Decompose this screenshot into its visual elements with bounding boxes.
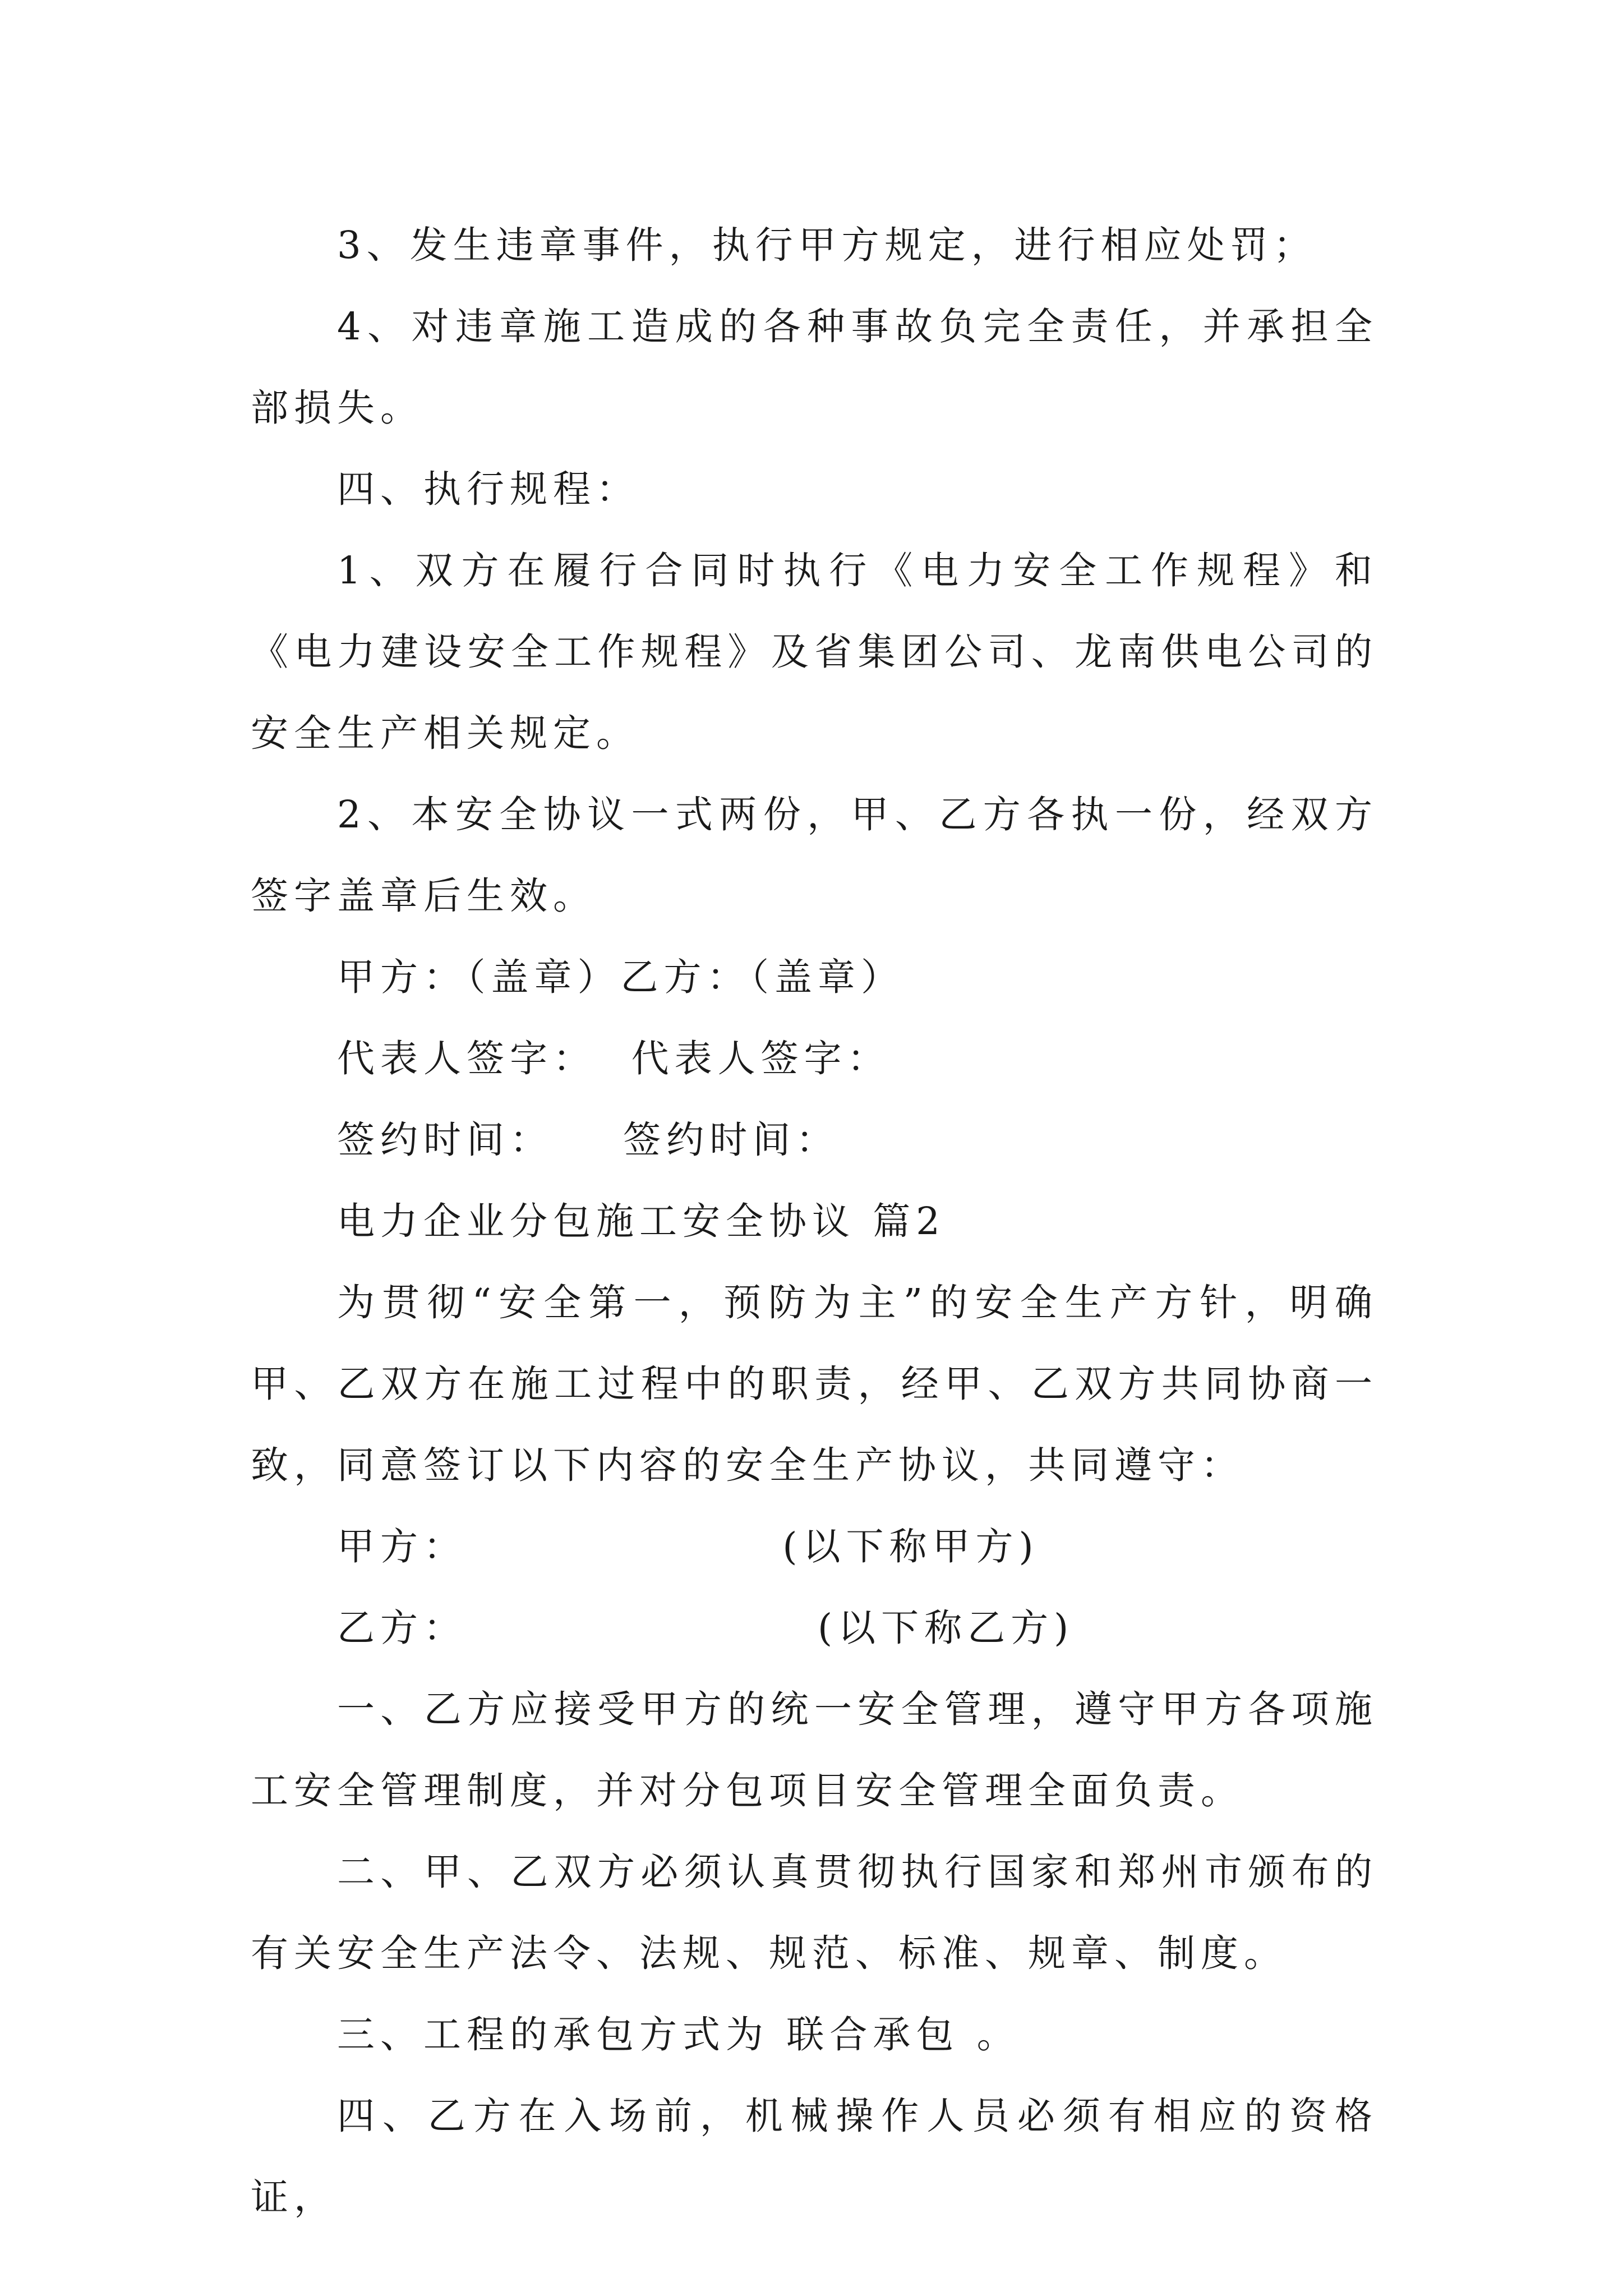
paragraph-preamble: 为贯彻“安全第一，预防为主”的安全生产方针，明确甲、乙双方在施工过程中的职责，经甲、乙双方共同协商一致，同意签订以下内容的安全生产协议，共同遵守： <box>251 1281 1378 1487</box>
paragraph-article-1: 一、乙方应接受甲方的统一安全管理，遵守甲方各项施工安全管理制度，并对分包项目安全管理全面负责。 <box>251 1687 1378 1812</box>
paragraph-article-2: 二、甲、乙双方必须认真贯彻执行国家和郑州市颁布的有关安全生产法令、法规、规范、标准、规章、制度。 <box>251 1850 1378 1975</box>
signature-seal-line: 甲方：（盖章）乙方：（盖章） <box>337 955 904 999</box>
party-b-line: 乙方： (以下称乙方) <box>337 1606 1075 1650</box>
signature-date-line: 签约时间： 签约时间： <box>337 1118 840 1162</box>
paragraph-rules-1-regulations: 1、双方在履行合同时执行《电力安全工作规程》和《电力建设安全工作规程》及省集团公司、龙南供电公司的安全生产相关规定。 <box>251 549 1378 755</box>
paragraph-article-3: 三、工程的承包方式为 联合承包 。 <box>337 2013 1020 2056</box>
paragraph-clause-4-accident-liability: 4、对违章施工造成的各种事故负完全责任，并承担全部损失。 <box>251 305 1378 430</box>
agreement-title-part-2: 电力企业分包施工安全协议 篇2 <box>337 1199 946 1243</box>
paragraph-clause-3-violation-penalty: 3、发生违章事件，执行甲方规定，进行相应处罚； <box>337 223 1317 267</box>
document-body <box>251 205 1378 2238</box>
paragraph-rules-2-copies: 2、本安全协议一式两份，甲、乙方各执一份，经双方签字盖章后生效。 <box>251 793 1378 918</box>
party-a-line: 甲方： (以下称甲方) <box>337 1525 1039 1568</box>
paragraph-article-4: 四、乙方在入场前，机械操作人员必须有相应的资格证， <box>251 2094 1378 2219</box>
section-heading-execution-rules: 四、执行规程： <box>337 467 639 511</box>
signature-representative-line: 代表人签字： 代表人签字： <box>337 1037 891 1080</box>
